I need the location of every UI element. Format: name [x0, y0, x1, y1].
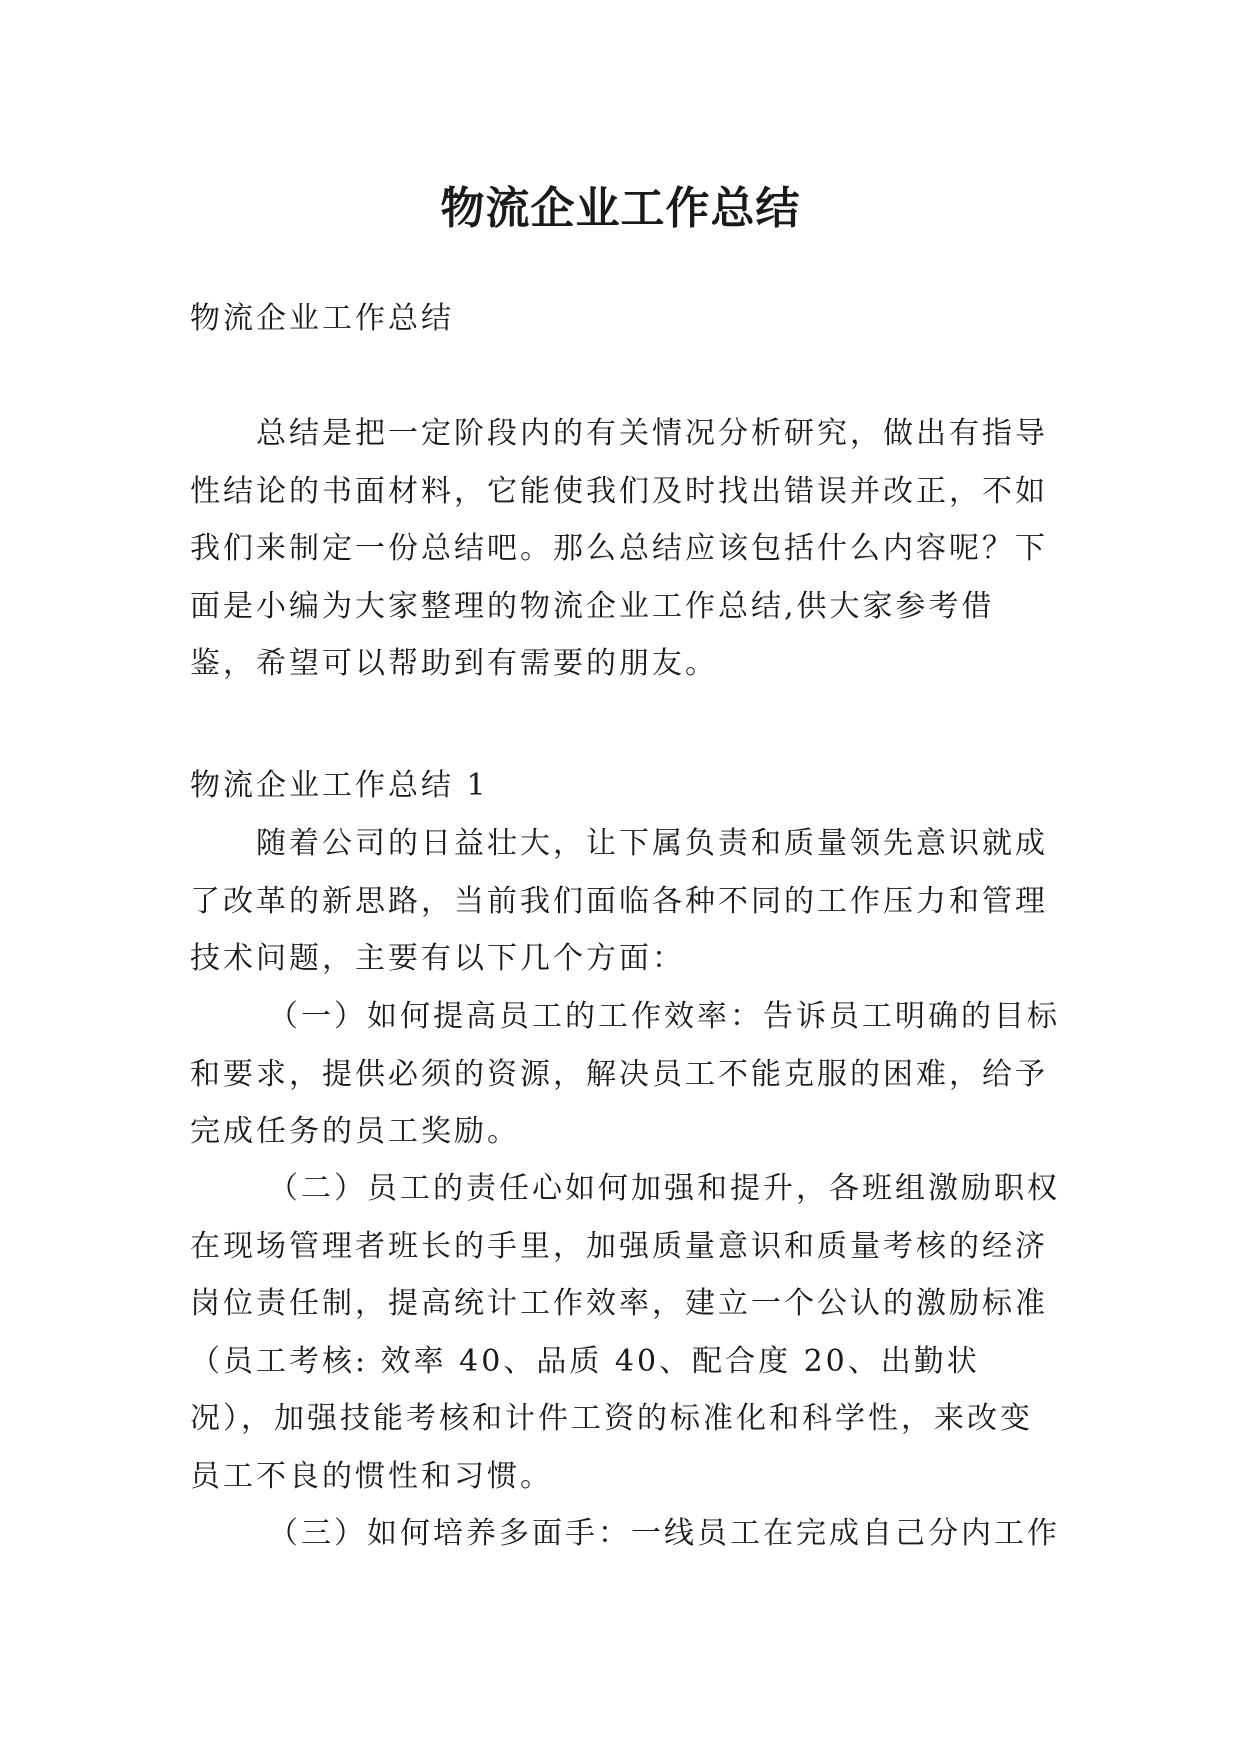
list-item-1: （一）如何提高员工的工作效率：告诉员工明确的目标和要求，提供必须的资源，解决员工不能克服的困难，给予完成任务的员工奖励。: [190, 999, 1060, 1149]
document-title: 物流企业工作总结: [440, 183, 801, 235]
section-heading: 物流企业工作总结 1: [190, 768, 489, 803]
list-item-3: （三）如何培养多面手：一线员工在完成自己分内工作: [268, 1516, 1060, 1551]
intro-paragraph: 总结是把一定阶段内的有关情况分析研究，做出有指导性结论的书面材料，它能使我们及时找出错误并改正，不如我们来制定一份总结吧。那么总结应该包括什么内容呢？下面是小编为大家整理的物流企业工作总结,供大家参考借鉴，希望可以帮助到有需要的朋友。: [190, 416, 1048, 681]
section-paragraph: 随着公司的日益壮大，让下属负责和质量领先意识就成了改革的新思路，当前我们面临各种不同的工作压力和管理技术问题，主要有以下几个方面：: [190, 826, 1048, 976]
list-item-2: （二）员工的责任心如何加强和提升，各班组激励职权在现场管理者班长的手里，加强质量意识和质量考核的经济岗位责任制，提高统计工作效率，建立一个公认的激励标准（员工考核: 效率 40、品质 40、配合度 20、出勤状况），加强技能考核和计件工资的标准化和科学性，来改变员工不良的惯性和习惯。: [190, 1171, 1060, 1494]
document-subtitle: 物流企业工作总结: [190, 301, 454, 336]
